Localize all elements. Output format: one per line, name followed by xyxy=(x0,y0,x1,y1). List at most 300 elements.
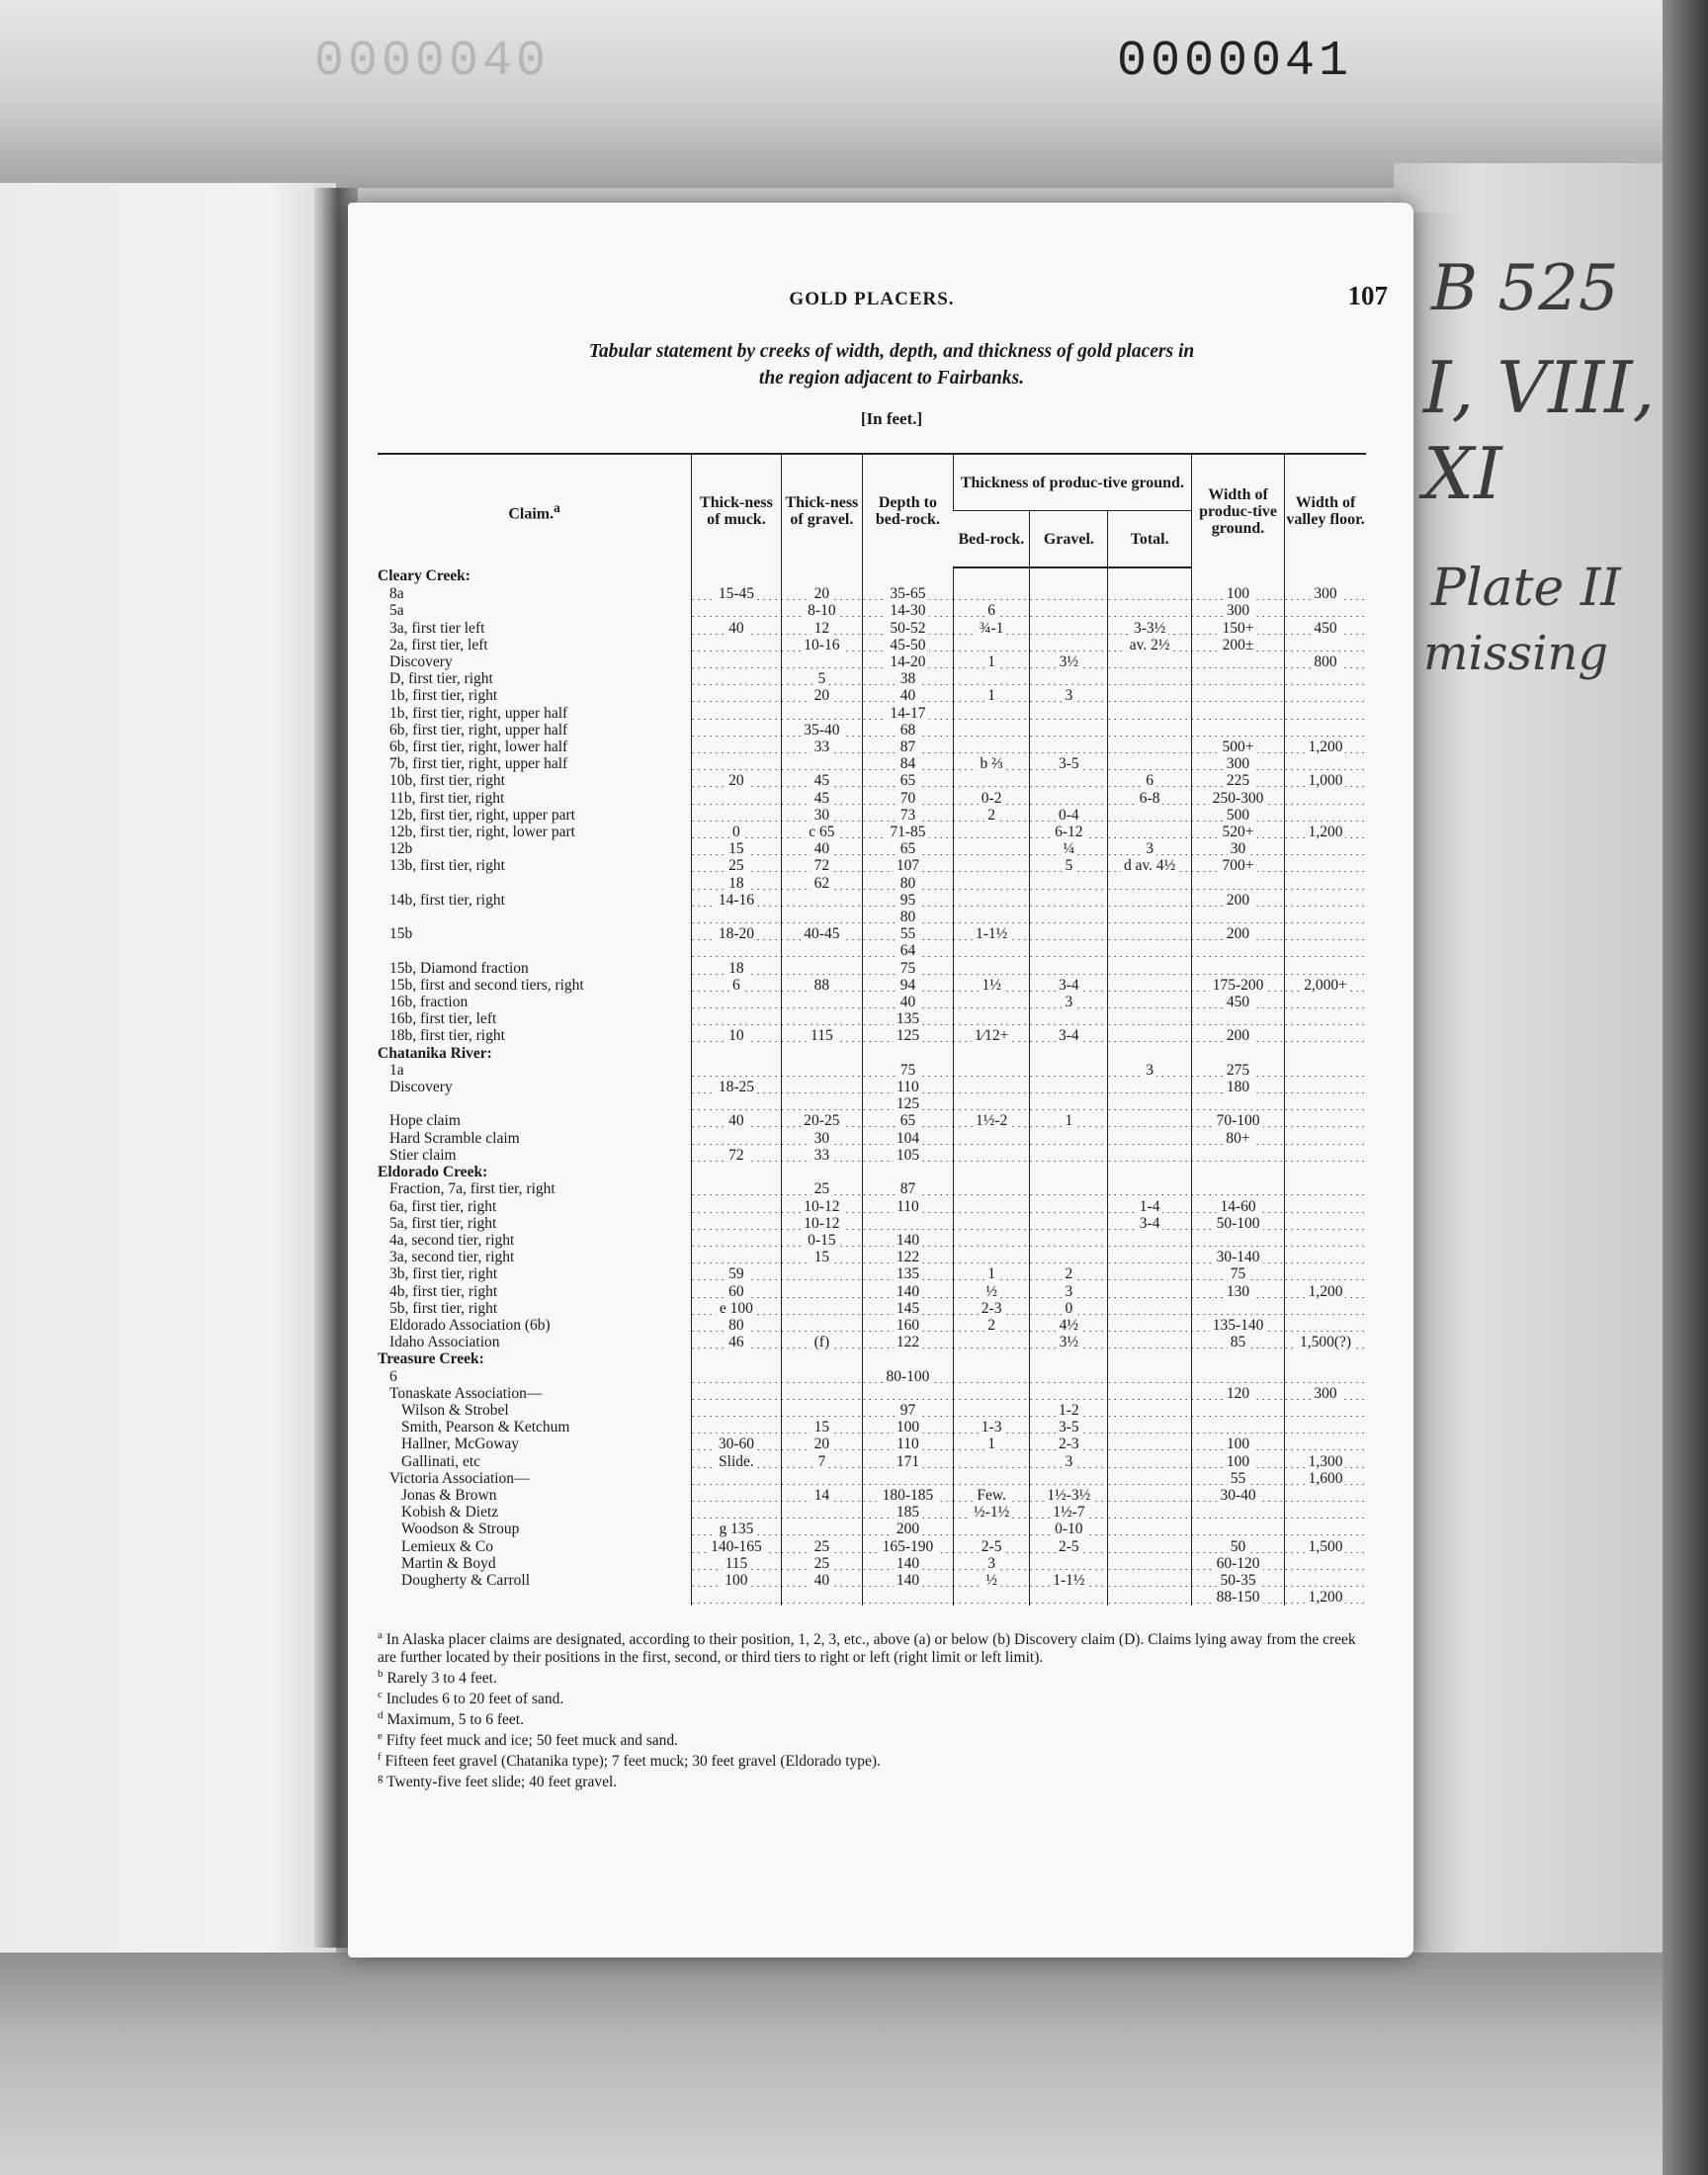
scan-right-edge xyxy=(1663,0,1708,2175)
cell-depth: 50-52 xyxy=(863,620,954,637)
cell-depth: 35-65 xyxy=(863,585,954,602)
cell-prod-gravel: 1½-3½ xyxy=(1030,1487,1108,1504)
cell-total xyxy=(1108,1180,1192,1197)
cell-prod-gravel xyxy=(1030,1180,1108,1197)
handwriting-line: I, VIII, xyxy=(1423,346,1656,429)
cell-total xyxy=(1108,1317,1192,1334)
cell-gravel: 15 xyxy=(781,1419,862,1436)
cell-depth: 140 xyxy=(863,1283,954,1300)
cell-width-valley: 1,500 xyxy=(1285,1538,1366,1555)
cell-width-valley xyxy=(1285,1487,1366,1504)
table-row xyxy=(378,1504,1366,1521)
cell-width-prod xyxy=(1191,1045,1284,1062)
cell-muck: 15-45 xyxy=(692,585,782,602)
cell-depth: 200 xyxy=(863,1521,954,1537)
cell-width-valley xyxy=(1285,994,1366,1010)
cell-claim: Martin & Boyd xyxy=(378,1555,692,1572)
cell-muck xyxy=(692,722,782,739)
table-row xyxy=(378,977,1366,994)
cell-claim: Dougherty & Carroll xyxy=(378,1572,692,1589)
cell-bedrock xyxy=(953,1249,1030,1265)
table-row xyxy=(378,1402,1366,1419)
cell-width-valley xyxy=(1285,722,1366,739)
cell-bedrock xyxy=(953,1470,1030,1487)
cell-gravel: 62 xyxy=(781,875,862,892)
cell-depth: 14-20 xyxy=(863,653,954,670)
cell-claim xyxy=(378,909,692,925)
cell-total xyxy=(1108,602,1192,619)
table-row xyxy=(378,1249,1366,1265)
cell-width-prod: 50 xyxy=(1191,1538,1284,1555)
cell-claim: 5a xyxy=(378,602,692,619)
cell-claim: Hard Scramble claim xyxy=(378,1130,692,1147)
cell-gravel: 5 xyxy=(781,670,862,687)
book-page xyxy=(348,203,1413,1958)
cell-bedrock xyxy=(953,909,1030,925)
cell-depth xyxy=(863,1164,954,1180)
cell-muck: e 100 xyxy=(692,1300,782,1317)
cell-gravel: 88 xyxy=(781,977,862,994)
cell-gravel: 30 xyxy=(781,1130,862,1147)
cell-total xyxy=(1108,722,1192,739)
cell-bedrock xyxy=(953,1130,1030,1147)
cell-total xyxy=(1108,1487,1192,1504)
cell-total xyxy=(1108,1555,1192,1572)
cell-width-valley: 1,200 xyxy=(1285,824,1366,840)
cell-depth: 145 xyxy=(863,1300,954,1317)
cell-gravel: 115 xyxy=(781,1027,862,1044)
cell-muck xyxy=(692,1249,782,1265)
cell-claim: 3b, first tier, right xyxy=(378,1265,692,1282)
cell-muck xyxy=(692,637,782,653)
cell-muck xyxy=(692,705,782,722)
cell-depth: 87 xyxy=(863,739,954,755)
cell-total xyxy=(1108,960,1192,977)
cell-bedrock xyxy=(953,585,1030,602)
cell-muck xyxy=(692,909,782,925)
cell-bedrock: 2-5 xyxy=(953,1538,1030,1555)
cell-claim: 6 xyxy=(378,1368,692,1385)
cell-gravel xyxy=(781,1317,862,1334)
cell-bedrock xyxy=(953,875,1030,892)
cell-width-valley xyxy=(1285,1112,1366,1129)
cell-width-valley xyxy=(1285,670,1366,687)
cell-gravel xyxy=(781,1521,862,1537)
cell-width-prod: 520+ xyxy=(1191,824,1284,840)
cell-width-prod: 150+ xyxy=(1191,620,1284,637)
cell-gravel: 40-45 xyxy=(781,925,862,942)
cell-bedrock xyxy=(953,739,1030,755)
cell-total: 3 xyxy=(1108,1062,1192,1079)
cell-gravel xyxy=(781,1164,862,1180)
footnote-mark: g xyxy=(378,1772,384,1784)
cell-bedrock xyxy=(953,1368,1030,1385)
cell-width-prod xyxy=(1191,687,1284,704)
cell-depth xyxy=(863,1215,954,1232)
cell-bedrock xyxy=(953,1198,1030,1215)
cell-muck xyxy=(692,653,782,670)
cell-width-valley xyxy=(1285,705,1366,722)
cell-width-prod: 175-200 xyxy=(1191,977,1284,994)
cell-gravel: 0-15 xyxy=(781,1232,862,1249)
cell-depth: 14-30 xyxy=(863,602,954,619)
cell-claim: Smith, Pearson & Ketchum xyxy=(378,1419,692,1436)
cell-claim: 16b, first tier, left xyxy=(378,1010,692,1027)
cell-width-prod xyxy=(1191,722,1284,739)
cell-total xyxy=(1108,994,1192,1010)
cell-depth: 135 xyxy=(863,1265,954,1282)
cell-claim: 2a, first tier, left xyxy=(378,637,692,653)
cell-width-prod: 70-100 xyxy=(1191,1112,1284,1129)
cell-width-prod xyxy=(1191,705,1284,722)
cell-bedrock: 2 xyxy=(953,1317,1030,1334)
cell-claim: Lemieux & Co xyxy=(378,1538,692,1555)
cell-claim: 15b xyxy=(378,925,692,942)
cell-bedrock: 1⁄12+ xyxy=(953,1027,1030,1044)
cell-claim: 10b, first tier, right xyxy=(378,772,692,789)
cell-width-valley xyxy=(1285,1350,1366,1367)
left-facing-page xyxy=(0,183,336,1953)
cell-bedrock xyxy=(953,567,1030,585)
footnote xyxy=(378,1728,1366,1749)
cell-width-valley: 300 xyxy=(1285,585,1366,602)
cell-bedrock xyxy=(953,824,1030,840)
cell-total xyxy=(1108,653,1192,670)
cell-width-prod xyxy=(1191,1368,1284,1385)
cell-claim: Idaho Association xyxy=(378,1334,692,1350)
caption-line: the region adjacent to Fairbanks. xyxy=(758,368,1025,389)
cell-gravel xyxy=(781,1385,862,1402)
cell-width-valley xyxy=(1285,807,1366,824)
cell-width-valley: 1,300 xyxy=(1285,1453,1366,1470)
cell-total xyxy=(1108,1027,1192,1044)
cell-prod-gravel xyxy=(1030,892,1108,909)
cell-gravel: 33 xyxy=(781,1147,862,1164)
cell-total xyxy=(1108,1300,1192,1317)
cell-width-valley xyxy=(1285,1045,1366,1062)
cell-width-valley xyxy=(1285,1027,1366,1044)
cell-claim: Fraction, 7a, first tier, right xyxy=(378,1180,692,1197)
cell-claim: 7b, first tier, right, upper half xyxy=(378,755,692,772)
cell-width-prod xyxy=(1191,653,1284,670)
header-claim: Claim.$^a$ xyxy=(378,454,692,567)
cell-claim: 6a, first tier, right xyxy=(378,1198,692,1215)
cell-width-prod xyxy=(1191,1095,1284,1112)
cell-depth: 122 xyxy=(863,1334,954,1350)
cell-gravel: 35-40 xyxy=(781,722,862,739)
handwriting-line: XI xyxy=(1423,432,1502,515)
cell-total xyxy=(1108,1402,1192,1419)
cell-total xyxy=(1108,925,1192,942)
cell-width-prod: 130 xyxy=(1191,1283,1284,1300)
cell-total xyxy=(1108,1368,1192,1385)
cell-depth: 80 xyxy=(863,875,954,892)
cell-prod-gravel xyxy=(1030,602,1108,619)
cell-gravel xyxy=(781,960,862,977)
cell-width-prod: 300 xyxy=(1191,602,1284,619)
cell-prod-gravel xyxy=(1030,739,1108,755)
cell-bedrock: 1½ xyxy=(953,977,1030,994)
cell-depth: 45-50 xyxy=(863,637,954,653)
table-row xyxy=(378,772,1366,789)
cell-total xyxy=(1108,1112,1192,1129)
cell-width-prod: 250-300 xyxy=(1191,790,1284,807)
cell-bedrock xyxy=(953,1079,1030,1095)
cell-bedrock xyxy=(953,1147,1030,1164)
cell-width-valley xyxy=(1285,1232,1366,1249)
cell-gravel: 20 xyxy=(781,1436,862,1452)
cell-bedrock xyxy=(953,1095,1030,1112)
data-table xyxy=(378,453,1366,1606)
cell-claim: 4a, second tier, right xyxy=(378,1232,692,1249)
cell-gravel: 20 xyxy=(781,585,862,602)
table-row xyxy=(378,1317,1366,1334)
table-row xyxy=(378,1095,1366,1112)
footnote-text: Twenty-five feet slide; 40 feet gravel. xyxy=(386,1774,618,1791)
table-row xyxy=(378,705,1366,722)
cell-prod-gravel: 3 xyxy=(1030,1453,1108,1470)
cell-gravel xyxy=(781,942,862,959)
cell-prod-gravel xyxy=(1030,1130,1108,1147)
cell-depth: 80 xyxy=(863,909,954,925)
cell-bedrock xyxy=(953,705,1030,722)
cell-depth: 135 xyxy=(863,1010,954,1027)
cell-width-valley: 1,000 xyxy=(1285,772,1366,789)
cell-width-prod xyxy=(1191,960,1284,977)
cell-width-prod: 88-150 xyxy=(1191,1589,1284,1606)
footnote-mark: d xyxy=(378,1708,384,1721)
cell-width-valley xyxy=(1285,1249,1366,1265)
cell-claim: Chatanika River: xyxy=(378,1045,692,1062)
cell-bedrock: 3 xyxy=(953,1555,1030,1572)
cell-gravel: 12 xyxy=(781,620,862,637)
table-row xyxy=(378,1027,1366,1044)
cell-bedrock xyxy=(953,1215,1030,1232)
cell-width-valley xyxy=(1285,840,1366,857)
cell-prod-gravel: 1½-7 xyxy=(1030,1504,1108,1521)
cell-muck xyxy=(692,1095,782,1112)
cell-width-prod: 100 xyxy=(1191,1436,1284,1452)
cell-muck xyxy=(692,1198,782,1215)
cell-bedrock xyxy=(953,960,1030,977)
table-row xyxy=(378,994,1366,1010)
cell-gravel xyxy=(781,892,862,909)
table-row xyxy=(378,722,1366,739)
cell-gravel xyxy=(781,994,862,1010)
cell-claim: Cleary Creek: xyxy=(378,567,692,585)
cell-total xyxy=(1108,670,1192,687)
cell-prod-gravel xyxy=(1030,1045,1108,1062)
cell-gravel xyxy=(781,1283,862,1300)
cell-total xyxy=(1108,1147,1192,1164)
footnote-text: Fifty feet muck and ice; 50 feet muck and sand. xyxy=(385,1732,679,1750)
cell-muck: 18 xyxy=(692,875,782,892)
table-row xyxy=(378,1385,1366,1402)
cell-gravel xyxy=(781,755,862,772)
cell-bedrock xyxy=(953,637,1030,653)
cell-width-valley xyxy=(1285,755,1366,772)
cell-width-prod: 50-35 xyxy=(1191,1572,1284,1589)
cell-muck xyxy=(692,1368,782,1385)
table-row xyxy=(378,1470,1366,1487)
cell-bedrock: 2-3 xyxy=(953,1300,1030,1317)
table-row xyxy=(378,1419,1366,1436)
cell-claim xyxy=(378,875,692,892)
ghost-stamp-number: 0000040 xyxy=(314,34,551,90)
cell-total xyxy=(1108,1521,1192,1537)
table-row xyxy=(378,840,1366,857)
cell-depth: 75 xyxy=(863,1062,954,1079)
table-row xyxy=(378,1215,1366,1232)
cell-claim: Woodson & Stroup xyxy=(378,1521,692,1537)
cell-width-valley xyxy=(1285,790,1366,807)
cell-depth xyxy=(863,1385,954,1402)
footnote xyxy=(378,1749,1366,1770)
cell-gravel xyxy=(781,567,862,585)
cell-gravel: 33 xyxy=(781,739,862,755)
cell-prod-gravel xyxy=(1030,1062,1108,1079)
cell-depth: 107 xyxy=(863,857,954,874)
cell-width-valley: 800 xyxy=(1285,653,1366,670)
table-row xyxy=(378,807,1366,824)
cell-claim: Eldorado Creek: xyxy=(378,1164,692,1180)
cell-prod-gravel: 1 xyxy=(1030,1112,1108,1129)
cell-gravel xyxy=(781,1350,862,1367)
cell-width-valley xyxy=(1285,909,1366,925)
table-row xyxy=(378,653,1366,670)
cell-prod-gravel xyxy=(1030,567,1108,585)
cell-total xyxy=(1108,585,1192,602)
cell-total xyxy=(1108,1164,1192,1180)
cell-muck xyxy=(692,942,782,959)
cell-claim: Discovery xyxy=(378,1079,692,1095)
cell-muck xyxy=(692,755,782,772)
cell-width-valley xyxy=(1285,1419,1366,1436)
cell-prod-gravel xyxy=(1030,1249,1108,1265)
cell-prod-gravel: 3-4 xyxy=(1030,1027,1108,1044)
cell-gravel: 20 xyxy=(781,687,862,704)
cell-total xyxy=(1108,1079,1192,1095)
cell-total: 1-4 xyxy=(1108,1198,1192,1215)
cell-width-valley xyxy=(1285,892,1366,909)
table-row xyxy=(378,637,1366,653)
cell-depth: 65 xyxy=(863,840,954,857)
cell-total xyxy=(1108,1283,1192,1300)
table-row xyxy=(378,875,1366,892)
cell-claim xyxy=(378,942,692,959)
cell-gravel xyxy=(781,1470,862,1487)
cell-muck xyxy=(692,1402,782,1419)
cell-muck xyxy=(692,994,782,1010)
cell-claim: D, first tier, right xyxy=(378,670,692,687)
table-row xyxy=(378,1589,1366,1606)
table-row xyxy=(378,1283,1366,1300)
cell-claim: Discovery xyxy=(378,653,692,670)
cell-gravel xyxy=(781,705,862,722)
cell-muck xyxy=(692,670,782,687)
cell-depth: 125 xyxy=(863,1027,954,1044)
cell-width-prod xyxy=(1191,670,1284,687)
cell-bedrock xyxy=(953,1350,1030,1367)
header-prod-gravel: Gravel. xyxy=(1030,511,1108,568)
cell-bedrock xyxy=(953,1453,1030,1470)
cell-depth: 80-100 xyxy=(863,1368,954,1385)
cell-depth: 73 xyxy=(863,807,954,824)
cell-depth: 84 xyxy=(863,755,954,772)
footnote-mark: c xyxy=(378,1688,383,1700)
table-row xyxy=(378,670,1366,687)
cell-total xyxy=(1108,892,1192,909)
cell-width-prod: 500+ xyxy=(1191,739,1284,755)
cell-width-valley xyxy=(1285,687,1366,704)
cell-gravel: 10-12 xyxy=(781,1198,862,1215)
cell-claim: 13b, first tier, right xyxy=(378,857,692,874)
cell-depth: 40 xyxy=(863,994,954,1010)
table-row xyxy=(378,1572,1366,1589)
footnote xyxy=(378,1627,1366,1665)
cell-prod-gravel xyxy=(1030,670,1108,687)
cell-prod-gravel: 3 xyxy=(1030,994,1108,1010)
cell-total xyxy=(1108,1572,1192,1589)
footnote-text: Fifteen feet gravel (Chatanika type); 7 feet muck; 30 feet gravel (Eldorado type). xyxy=(384,1753,881,1771)
cell-bedrock xyxy=(953,722,1030,739)
cell-claim: 15b, first and second tiers, right xyxy=(378,977,692,994)
cell-bedrock xyxy=(953,1334,1030,1350)
cell-total: d av. 4½ xyxy=(1108,857,1192,874)
cell-gravel: 8-10 xyxy=(781,602,862,619)
cell-claim xyxy=(378,1095,692,1112)
table-row xyxy=(378,1453,1366,1470)
table-row xyxy=(378,942,1366,959)
cell-bedrock: 2 xyxy=(953,807,1030,824)
cell-gravel: 25 xyxy=(781,1555,862,1572)
cell-muck: 59 xyxy=(692,1265,782,1282)
table-row xyxy=(378,892,1366,909)
cell-muck: 115 xyxy=(692,1555,782,1572)
cell-width-prod: 200 xyxy=(1191,925,1284,942)
cell-muck: 20 xyxy=(692,772,782,789)
cell-bedrock xyxy=(953,1164,1030,1180)
cell-gravel: 72 xyxy=(781,857,862,874)
cell-bedrock: 0-2 xyxy=(953,790,1030,807)
table-row xyxy=(378,1300,1366,1317)
table-group-row xyxy=(378,567,1366,585)
cell-prod-gravel xyxy=(1030,1368,1108,1385)
cell-claim: 11b, first tier, right xyxy=(378,790,692,807)
cell-depth: 97 xyxy=(863,1402,954,1419)
cell-depth xyxy=(863,1470,954,1487)
cell-bedrock: ½-1½ xyxy=(953,1504,1030,1521)
cell-width-valley: 1,200 xyxy=(1285,1283,1366,1300)
cell-muck xyxy=(692,1164,782,1180)
table-row xyxy=(378,1334,1366,1350)
cell-total xyxy=(1108,1249,1192,1265)
cell-prod-gravel xyxy=(1030,705,1108,722)
cell-total xyxy=(1108,567,1192,585)
cell-width-prod xyxy=(1191,1419,1284,1436)
cell-prod-gravel: 3½ xyxy=(1030,1334,1108,1350)
header-gravel: Thick-ness of gravel. xyxy=(781,454,862,567)
cell-bedrock xyxy=(953,1232,1030,1249)
cell-claim: 12b xyxy=(378,840,692,857)
cell-width-valley xyxy=(1285,1436,1366,1452)
cell-claim: 14b, first tier, right xyxy=(378,892,692,909)
table-row xyxy=(378,1368,1366,1385)
cell-bedrock xyxy=(953,857,1030,874)
cell-width-valley xyxy=(1285,637,1366,653)
footnote xyxy=(378,1770,1366,1790)
cell-muck: 18 xyxy=(692,960,782,977)
